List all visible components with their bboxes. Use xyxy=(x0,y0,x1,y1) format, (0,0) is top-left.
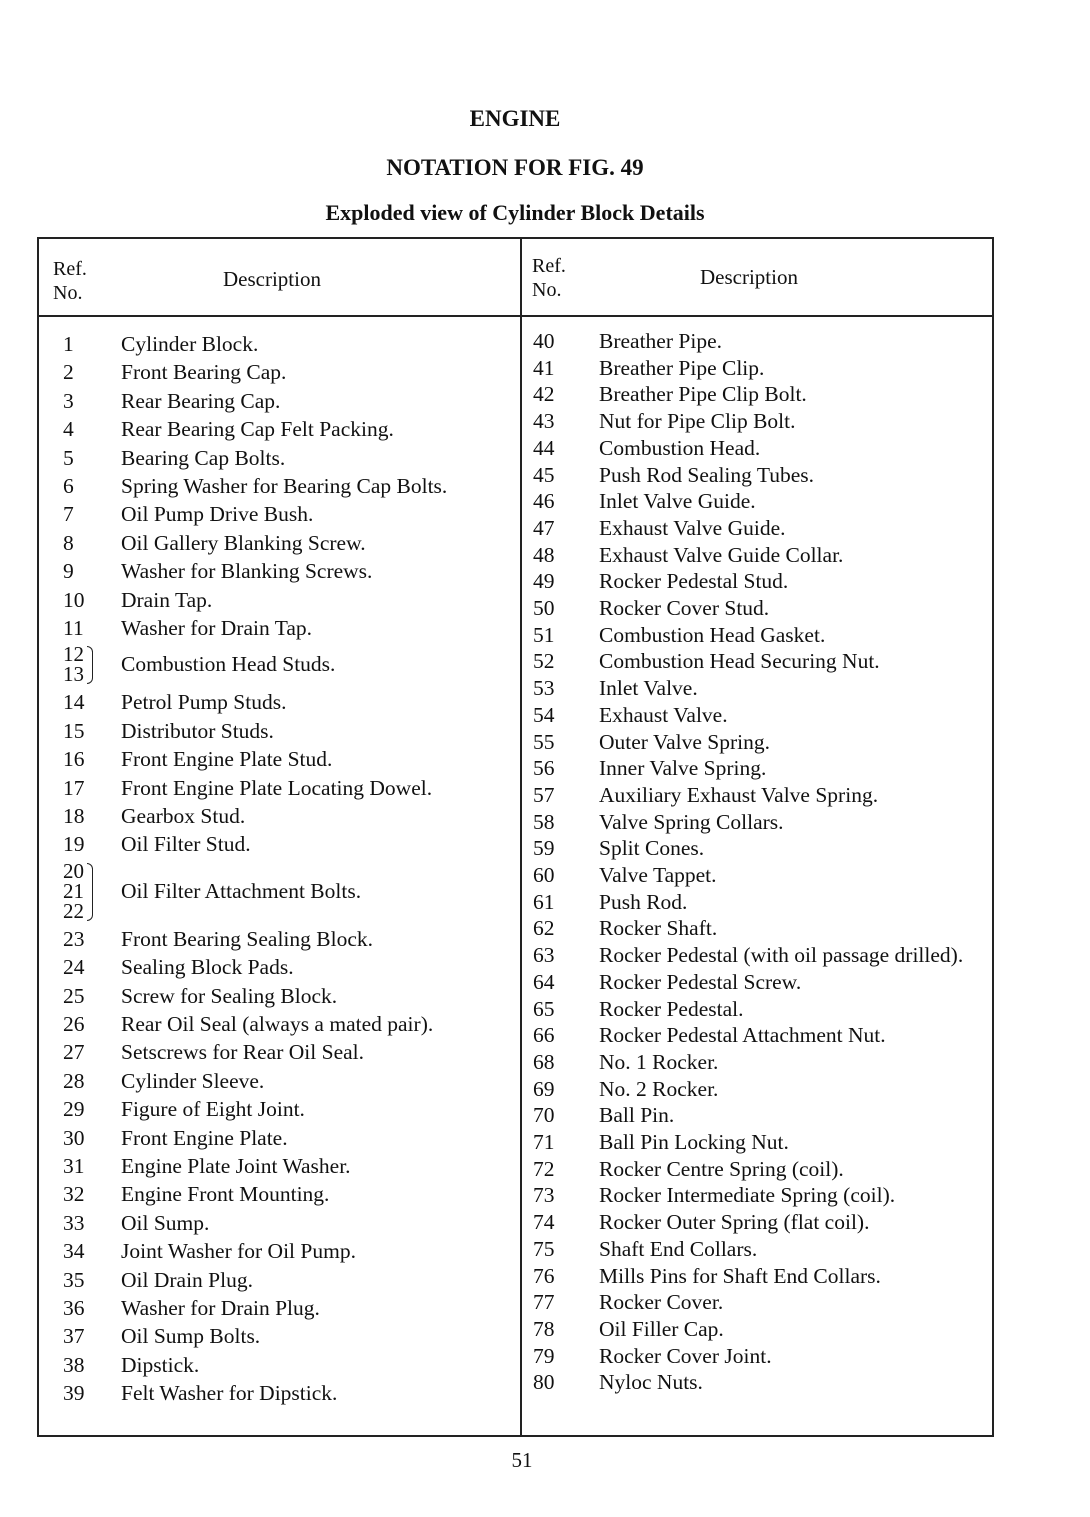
ref-number: 27 xyxy=(63,1040,85,1065)
part-description: Rear Bearing Cap Felt Packing. xyxy=(121,417,394,442)
part-description: Ball Pin Locking Nut. xyxy=(599,1130,789,1154)
figure-subtitle: Exploded view of Cylinder Block Details xyxy=(325,200,705,225)
part-description: Push Rod Sealing Tubes. xyxy=(599,462,815,487)
part-description: Spring Washer for Bearing Cap Bolts. xyxy=(121,474,448,498)
part-description: Front Bearing Sealing Block. xyxy=(121,926,373,951)
part-description: Nut for Pipe Clip Bolt. xyxy=(599,409,796,434)
part-description: Engine Front Mounting. xyxy=(121,1182,330,1207)
part-description: Combustion Head Studs. xyxy=(121,652,336,677)
part-description: Oil Sump. xyxy=(121,1210,210,1235)
ref-number: 8 xyxy=(63,530,74,555)
ref-number: 18 xyxy=(63,804,85,828)
part-description: Combustion Head Securing Nut. xyxy=(599,649,880,674)
ref-number: 75 xyxy=(533,1236,555,1261)
left-ref-header xyxy=(53,257,113,305)
part-description: Oil Filter Attachment Bolts. xyxy=(121,878,362,903)
part-description: Rear Bearing Cap. xyxy=(121,388,281,413)
ref-number: 15 xyxy=(63,718,85,743)
ref-number: 54 xyxy=(533,702,555,727)
part-description: Valve Tappet. xyxy=(599,863,717,887)
ref-number: 12 xyxy=(63,642,84,667)
part-description: Front Bearing Cap. xyxy=(121,360,287,385)
ref-number: 70 xyxy=(533,1103,555,1128)
ref-number: 55 xyxy=(533,729,555,754)
ref-number: 28 xyxy=(63,1068,85,1093)
part-description: Combustion Head. xyxy=(599,435,761,460)
part-description: Washer for Drain Plug. xyxy=(121,1296,320,1320)
part-description: Split Cones. xyxy=(599,836,705,861)
ref-number: 6 xyxy=(63,474,74,498)
part-description: Rocker Shaft. xyxy=(599,916,718,941)
part-description: Cylinder Sleeve. xyxy=(121,1068,265,1093)
part-description: Exhaust Valve Guide Collar. xyxy=(599,542,844,567)
ref-number: 38 xyxy=(63,1352,85,1377)
ref-number: 66 xyxy=(533,1023,555,1048)
part-description: Screw for Sealing Block. xyxy=(121,983,338,1008)
part-description: Oil Drain Plug. xyxy=(121,1267,253,1292)
part-description: Bearing Cap Bolts. xyxy=(121,445,286,470)
part-description: Exhaust Valve Guide. xyxy=(599,515,786,540)
right-ref-header-line2: No. xyxy=(532,279,562,301)
part-description: Exhaust Valve. xyxy=(599,702,728,727)
part-description: Ball Pin. xyxy=(599,1103,675,1128)
ref-number: 46 xyxy=(533,489,555,514)
ref-number: 80 xyxy=(533,1370,555,1395)
part-description: Felt Washer for Dipstick. xyxy=(121,1381,338,1406)
ref-number: 74 xyxy=(533,1210,555,1235)
part-description: Front Engine Plate. xyxy=(121,1125,288,1150)
part-description: Nyloc Nuts. xyxy=(599,1370,703,1395)
part-description: Outer Valve Spring. xyxy=(599,729,770,754)
part-description: Rocker Outer Spring (flat coil). xyxy=(599,1210,870,1235)
column-divider xyxy=(520,239,522,1435)
part-description: Rear Oil Seal (always a mated pair). xyxy=(121,1012,434,1036)
ref-number: 21 xyxy=(63,878,84,903)
part-description: No. 2 Rocker. xyxy=(599,1076,719,1101)
part-description: Combustion Head Gasket. xyxy=(599,622,826,647)
ref-number: 44 xyxy=(533,435,555,460)
part-description: Mills Pins for Shaft End Collars. xyxy=(599,1263,881,1288)
ref-number: 23 xyxy=(63,926,85,951)
ref-number: 9 xyxy=(63,559,74,584)
part-description: Drain Tap. xyxy=(121,587,213,612)
ref-number: 10 xyxy=(63,587,85,612)
ref-number: 36 xyxy=(63,1296,85,1320)
ref-number: 64 xyxy=(533,969,555,994)
part-description: Front Engine Plate Locating Dowel. xyxy=(121,775,433,800)
grouping-brace xyxy=(87,863,93,921)
ref-number: 69 xyxy=(533,1076,555,1101)
ref-number: 16 xyxy=(63,747,85,772)
part-description: Rocker Centre Spring (coil). xyxy=(599,1156,844,1181)
ref-number: 45 xyxy=(533,462,555,487)
page-number: 51 xyxy=(511,1448,533,1472)
ref-number: 53 xyxy=(533,676,555,701)
part-description: Oil Sump Bolts. xyxy=(121,1324,261,1349)
ref-number: 39 xyxy=(63,1381,85,1406)
notation-title: NOTATION FOR FIG. 49 xyxy=(386,155,644,180)
ref-number: 72 xyxy=(533,1156,555,1181)
part-description: Valve Spring Collars. xyxy=(599,809,784,834)
grouping-brace xyxy=(87,646,93,684)
ref-number: 25 xyxy=(63,983,85,1008)
ref-number: 52 xyxy=(533,649,555,674)
ref-number: 33 xyxy=(63,1210,85,1235)
part-description: Inlet Valve. xyxy=(599,676,698,701)
part-description: Engine Plate Joint Washer. xyxy=(121,1154,351,1178)
ref-number: 31 xyxy=(63,1154,85,1178)
ref-number: 1 xyxy=(63,332,74,356)
ref-number: 62 xyxy=(533,916,555,941)
ref-number: 13 xyxy=(63,662,84,687)
part-description: Inner Valve Spring. xyxy=(599,756,767,781)
ref-number: 58 xyxy=(533,809,555,834)
ref-number: 63 xyxy=(533,943,555,968)
part-description: Breather Pipe Clip. xyxy=(599,355,765,380)
part-description: Rocker Pedestal Attachment Nut. xyxy=(599,1023,886,1048)
part-description: Gearbox Stud. xyxy=(121,804,246,828)
ref-number-group xyxy=(63,642,84,687)
part-description: Petrol Pump Studs. xyxy=(121,690,287,715)
part-description: Rocker Pedestal (with oil passage drilled). xyxy=(599,943,964,968)
section-title: ENGINE xyxy=(469,106,561,131)
ref-number: 73 xyxy=(533,1183,555,1208)
part-description: No. 1 Rocker. xyxy=(599,1049,719,1074)
ref-number: 34 xyxy=(63,1239,85,1264)
ref-number: 40 xyxy=(533,329,555,353)
part-description: Distributor Studs. xyxy=(121,718,274,743)
left-description-header: Description xyxy=(223,267,321,291)
ref-number: 56 xyxy=(533,756,555,781)
ref-number: 29 xyxy=(63,1097,85,1122)
part-description: Sealing Block Pads. xyxy=(121,955,294,980)
ref-number: 68 xyxy=(533,1049,555,1074)
ref-number: 2 xyxy=(63,360,74,385)
ref-number: 5 xyxy=(63,445,74,470)
part-description: Oil Filler Cap. xyxy=(599,1316,724,1341)
ref-number: 65 xyxy=(533,996,555,1021)
part-description: Auxiliary Exhaust Valve Spring. xyxy=(599,782,879,807)
part-description: Rocker Cover Joint. xyxy=(599,1343,772,1368)
part-description: Breather Pipe. xyxy=(599,329,722,353)
ref-number: 47 xyxy=(533,515,555,540)
part-description: Dipstick. xyxy=(121,1352,200,1377)
part-description: Rocker Cover. xyxy=(599,1290,724,1315)
part-description: Inlet Valve Guide. xyxy=(599,489,756,514)
right-ref-header-line1: Ref. xyxy=(532,255,566,277)
ref-number: 51 xyxy=(533,622,555,647)
ref-number: 71 xyxy=(533,1130,555,1154)
ref-number: 61 xyxy=(533,889,555,914)
part-description: Oil Filter Stud. xyxy=(121,832,251,857)
ref-number: 26 xyxy=(63,1012,85,1036)
ref-number: 3 xyxy=(63,388,74,413)
ref-number: 60 xyxy=(533,863,555,887)
part-description: Oil Gallery Blanking Screw. xyxy=(121,530,366,555)
ref-number: 24 xyxy=(63,955,85,980)
ref-number: 57 xyxy=(533,782,555,807)
ref-number-group xyxy=(63,858,84,923)
ref-number: 50 xyxy=(533,596,555,620)
right-ref-header xyxy=(532,254,592,302)
ref-number: 79 xyxy=(533,1343,555,1368)
part-description: Setscrews for Rear Oil Seal. xyxy=(121,1040,364,1065)
ref-number: 4 xyxy=(63,417,74,442)
part-description: Push Rod. xyxy=(599,889,688,914)
ref-number: 43 xyxy=(533,409,555,434)
header-divider xyxy=(39,315,992,317)
part-description: Rocker Pedestal Stud. xyxy=(599,569,789,594)
left-ref-header-line2: No. xyxy=(53,282,83,304)
part-description: Rocker Pedestal Screw. xyxy=(599,969,802,994)
part-description: Cylinder Block. xyxy=(121,332,259,356)
parts-table xyxy=(37,237,994,1437)
ref-number: 7 xyxy=(63,502,74,527)
ref-number: 78 xyxy=(533,1316,555,1341)
part-description: Oil Pump Drive Bush. xyxy=(121,502,314,527)
ref-number: 32 xyxy=(63,1182,85,1207)
ref-number: 22 xyxy=(63,898,84,923)
ref-number: 59 xyxy=(533,836,555,861)
left-ref-header-line1: Ref. xyxy=(53,258,87,280)
ref-number: 42 xyxy=(533,382,555,407)
part-description: Rocker Cover Stud. xyxy=(599,596,770,620)
ref-number: 14 xyxy=(63,690,85,715)
ref-number: 30 xyxy=(63,1125,85,1150)
part-description: Figure of Eight Joint. xyxy=(121,1097,305,1122)
ref-number: 77 xyxy=(533,1290,555,1315)
part-description: Rocker Intermediate Spring (coil). xyxy=(599,1183,896,1208)
part-description: Washer for Drain Tap. xyxy=(121,616,312,640)
ref-number: 76 xyxy=(533,1263,555,1288)
part-description: Joint Washer for Oil Pump. xyxy=(121,1239,356,1264)
ref-number: 48 xyxy=(533,542,555,567)
part-description: Washer for Blanking Screws. xyxy=(121,559,373,584)
ref-number: 41 xyxy=(533,355,555,380)
ref-number: 19 xyxy=(63,832,85,857)
ref-number: 11 xyxy=(63,616,84,640)
right-description-header: Description xyxy=(700,265,798,289)
ref-number: 49 xyxy=(533,569,555,594)
ref-number: 35 xyxy=(63,1267,85,1292)
ref-number: 37 xyxy=(63,1324,85,1349)
part-description: Front Engine Plate Stud. xyxy=(121,747,333,772)
ref-number: 17 xyxy=(63,775,85,800)
part-description: Rocker Pedestal. xyxy=(599,996,744,1021)
part-description: Breather Pipe Clip Bolt. xyxy=(599,382,807,407)
ref-number: 20 xyxy=(63,858,84,883)
part-description: Shaft End Collars. xyxy=(599,1236,758,1261)
